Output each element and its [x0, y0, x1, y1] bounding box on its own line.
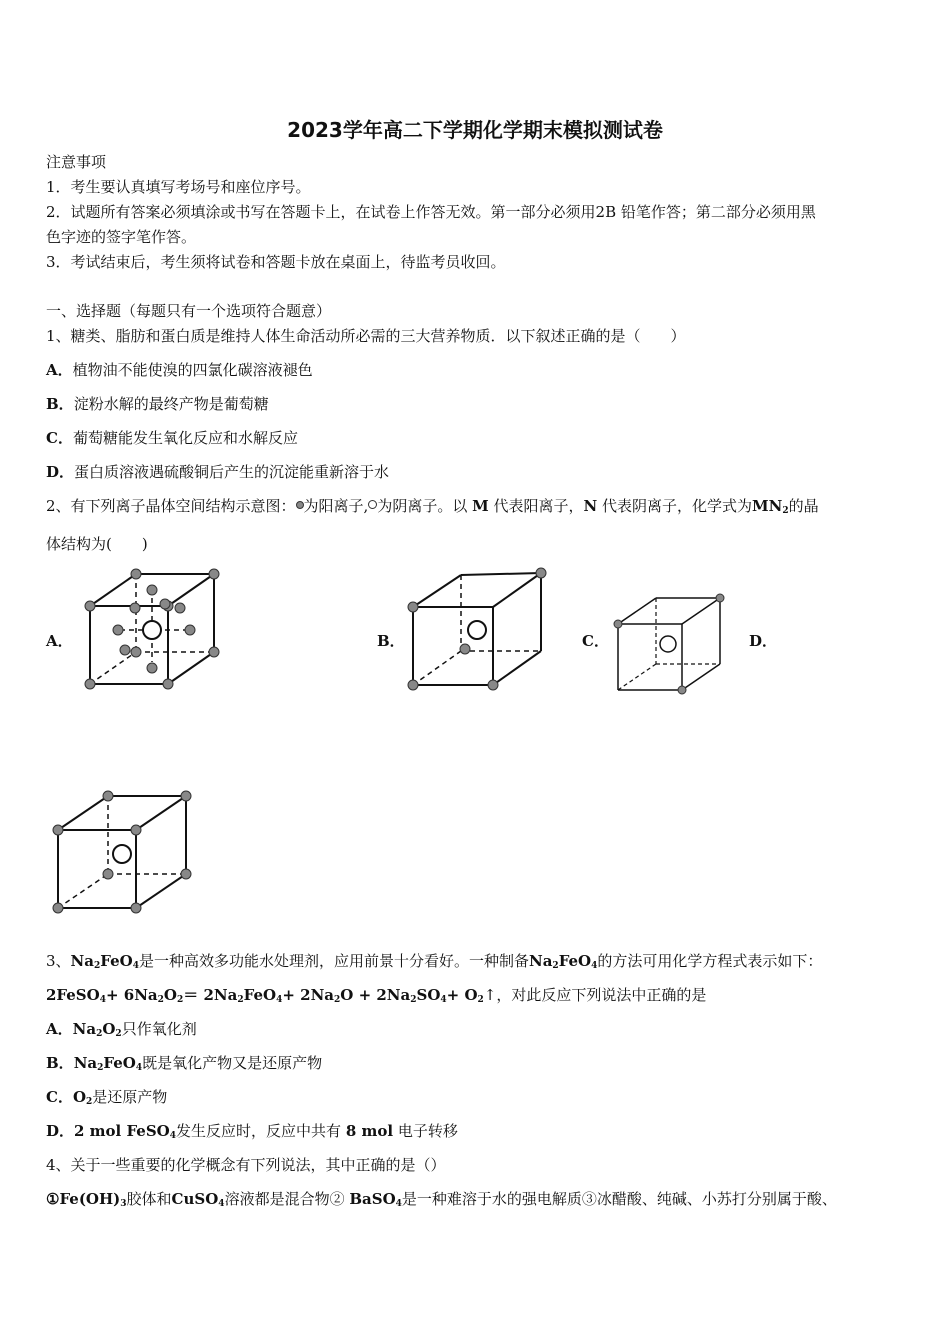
crystal-structure-c — [610, 592, 730, 697]
crystal-structure-a — [80, 568, 225, 693]
q4-stem: 4、关于一些重要的化学概念有下列说法，其中正确的是（） — [46, 1156, 446, 1174]
notice-item-2: 2．试题所有答案必须填涂或书写在答题卡上，在试卷上作答无效。第一部分必须用2B 铅笔作答；第二部分必须用黑 — [46, 203, 816, 221]
crystal-structure-b — [405, 567, 550, 692]
q2-option-d-label: D． — [749, 632, 778, 650]
notice-item-2-cont: 色字迹的签字笔作答。 — [46, 228, 197, 246]
q3-option-d: D．2 mol FeSO$_4$发生反应时，反应中共有 8 mol 电子转移 — [46, 1122, 458, 1141]
q3-option-b: B．$Na_2FeO_4$既是氧化产物又是还原产物 — [46, 1054, 323, 1073]
cation-symbol-icon — [296, 501, 304, 509]
page-title: 2023学年高二下学期化学期末模拟测试卷 — [287, 118, 663, 142]
notice-heading: 注意事项 — [46, 153, 107, 171]
q1-option-a: A．植物油不能使溴的四氯化碳溶液褪色 — [46, 361, 313, 379]
anion-symbol-icon — [368, 500, 377, 509]
q3-option-c: C．$O_2$是还原产物 — [46, 1088, 168, 1107]
q2-stem: 2、有下列离子晶体空间结构示意图： 为阳离子, 为阴离子。以 M 代表阳离子，N 代表阴离子，化学式为$MN_2$的晶 — [46, 497, 819, 516]
q1-stem: 1、糖类、脂肪和蛋白质是维持人体生命活动所必需的三大营养物质．以下叙述正确的是（ ） — [46, 327, 686, 345]
q1-option-c: C．葡萄糖能发生氧化反应和水解反应 — [46, 429, 298, 447]
q2-option-a-label: A． — [46, 632, 73, 650]
q2-option-b-label: B． — [377, 632, 405, 650]
notice-item-1: 1．考生要认真填写考场号和座位序号。 — [46, 178, 311, 196]
crystal-structure-d — [48, 788, 198, 918]
notice-item-3: 3．考试结束后，考生须将试卷和答题卡放在桌面上，待监考员收回。 — [46, 253, 506, 271]
q3-option-a: A．$Na_2O_2$只作氧化剂 — [46, 1020, 197, 1039]
q2-stem-cont: 体结构为( ) — [46, 535, 148, 553]
section-heading: 一、选择题（每题只有一个选项符合题意） — [46, 302, 332, 320]
q3-equation: 2FeSO$_4$+ $6Na_2O_2= 2Na_2FeO_4+ 2Na_2O + 2Na_2SO_4+$ $O_2↑$，对此反应下列说法中正确的是 — [46, 986, 707, 1005]
q4-statements: $①Fe(OH)_3$胶体和CuSO$_4$溶液都是混合物② BaSO$_4$是一种难溶于水的强电解质③冰醋酸、纯碱、小苏打分别属于酸、 — [46, 1190, 837, 1209]
q3-stem: 3、$Na_2FeO_4$是一种高效多功能水处理剂，应用前景十分看好。一种制备$Na_2FeO_4$的方法可用化学方程式表示如下： — [46, 952, 823, 971]
q1-option-b: B．淀粉水解的最终产物是葡萄糖 — [46, 395, 269, 413]
q2-option-c-label: C． — [582, 632, 609, 650]
q1-option-d: D．蛋白质溶液遇硫酸铜后产生的沉淀能重新溶于水 — [46, 463, 390, 481]
